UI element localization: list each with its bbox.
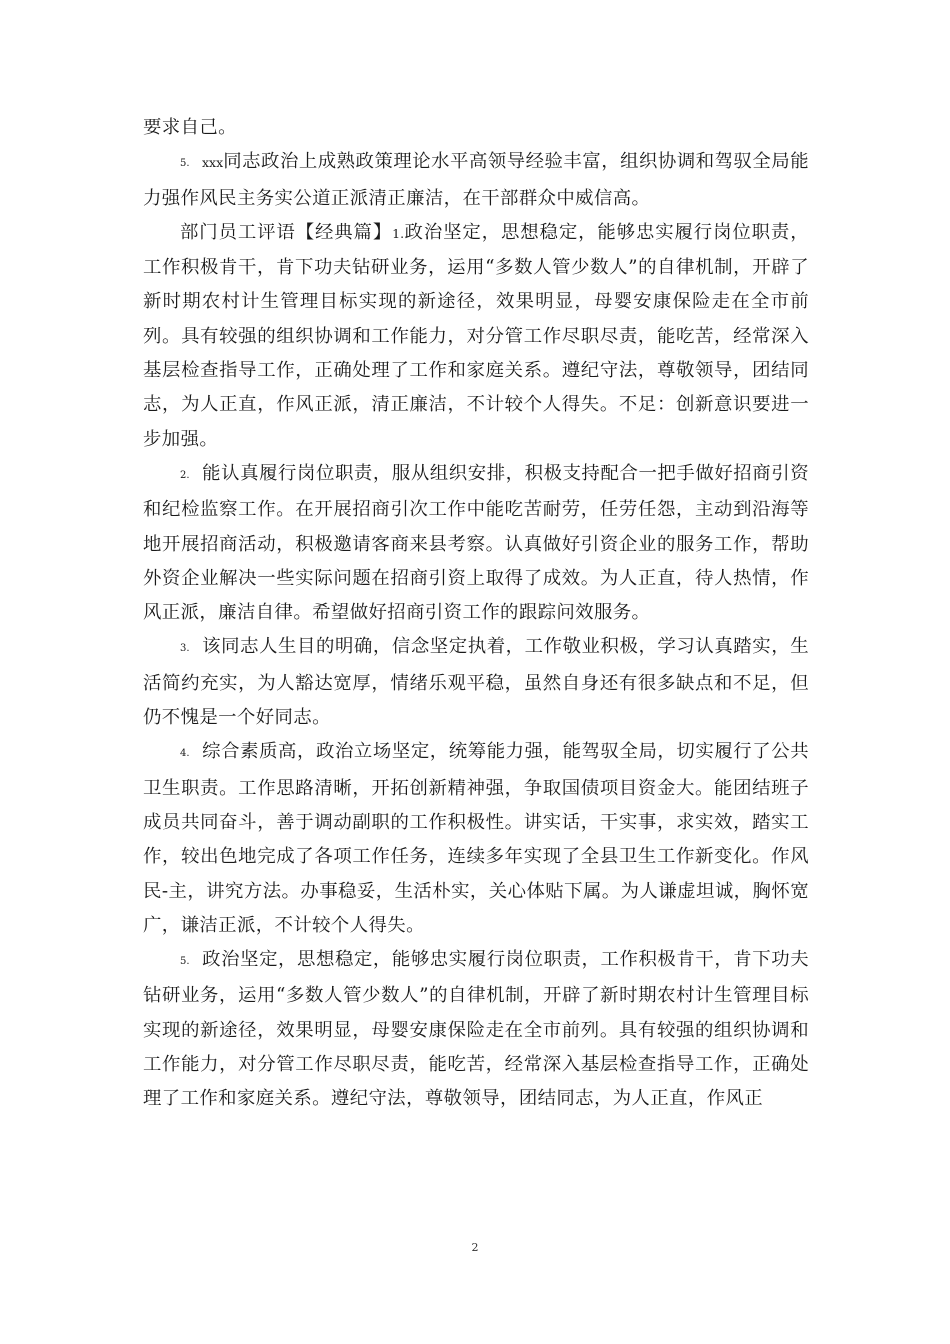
list-number: 2. — [180, 469, 190, 481]
list-number: 3. — [180, 643, 190, 655]
list-number: 1. — [392, 225, 405, 241]
paragraph-item-4 — [143, 735, 809, 943]
paragraph-text: 要求自己。 — [143, 117, 237, 138]
paragraph-section-heading — [143, 216, 809, 457]
paragraph-item-5 — [143, 943, 809, 1116]
paragraph-text: 政治坚定，思想稳定，能够忠实履行岗位职责，工作积极肯干，肯下功夫钻研业务，运用“多数人管少数人”的自律机制，开辟了新时期农村计生管理目标实现的新途径，效果明显，母婴安康保险走在全市前列。具有较强的组织协调和工作能力，对分管工作尽职尽责，能吃苦，经常深入基层检查指导工作，正确处理了工作和家庭关系。遵纪守法，尊敬领导，团结同志，为人正直，作风正派，清正廉洁，不计较个人得失。不足：创新意识要进一步加强。 — [143, 221, 810, 450]
section-heading: 部门员工评语【经典篇】 — [180, 221, 393, 243]
list-number: 5. — [180, 956, 190, 968]
paragraph-text: 同志政治上成熟政策理论水平高领导经验丰富，组织协调和驾驭全局能力强作风民主务实公道正派清正廉洁，在干部群众中威信高。 — [143, 151, 809, 209]
paragraph-item-3 — [143, 630, 809, 735]
paragraph-text: 政治坚定，思想稳定，能够忠实履行岗位职责，工作积极肯干，肯下功夫钻研业务，运用“多数人管少数人”的自律机制，开辟了新时期农村计生管理目标实现的新途径，效果明显，母婴安康保险走在全市前列。具有较强的组织协调和工作能力，对分管工作尽职尽责，能吃苦，经常深入基层检查指导工作，正确处理了工作和家庭关系。遵纪守法，尊敬领导，团结同志，为人正直，作风正 — [143, 949, 809, 1110]
page-number: 2 — [471, 1241, 479, 1254]
list-number: 5. — [180, 158, 190, 170]
document-body — [143, 111, 809, 1117]
list-number: 4. — [180, 748, 190, 760]
placeholder-name: xxx — [202, 155, 224, 171]
paragraph-text: 综合素质高，政治立场坚定，统筹能力强，能驾驭全局，切实履行了公共卫生职责。工作思路清晰，开拓创新精神强，争取国债项目资金大。能团结班子成员共同奋斗，善于调动副职的工作积极性。讲实话，干实事，求实效，踏实工作，较出色地完成了各项工作任务，连续多年实现了全县卫生工作新变化。作风民-主，讲究方法。办事稳妥，生活朴实，关心体贴下属。为人谦虚坦诚，胸怀宽广，谦洁正派，不计较个人得失。 — [143, 741, 809, 936]
paragraph-item-2 — [143, 457, 809, 630]
paragraph-item-5-leader — [143, 145, 809, 216]
paragraph-text: 该同志人生目的明确，信念坚定执着，工作敬业积极，学习认真踏实，生活简约充实，为人豁达宽厚，情绪乐观平稳，虽然自身还有很多缺点和不足，但仍不愧是一个好同志。 — [143, 636, 809, 729]
paragraph-text: 能认真履行岗位职责，服从组织安排，积极支持配合一把手做好招商引资和纪检监察工作。在开展招商引次工作中能吃苦耐劳，任劳任怨，主动到沿海等地开展招商活动，积极邀请客商来县考察。认真做好引资企业的服务工作，帮助外资企业解决一些实际问题在招商引资上取得了成效。为人正直，待人热情，作风正派，廉洁自律。希望做好招商引资工作的跟踪问效服务。 — [143, 462, 809, 624]
paragraph-continuation — [143, 111, 809, 145]
